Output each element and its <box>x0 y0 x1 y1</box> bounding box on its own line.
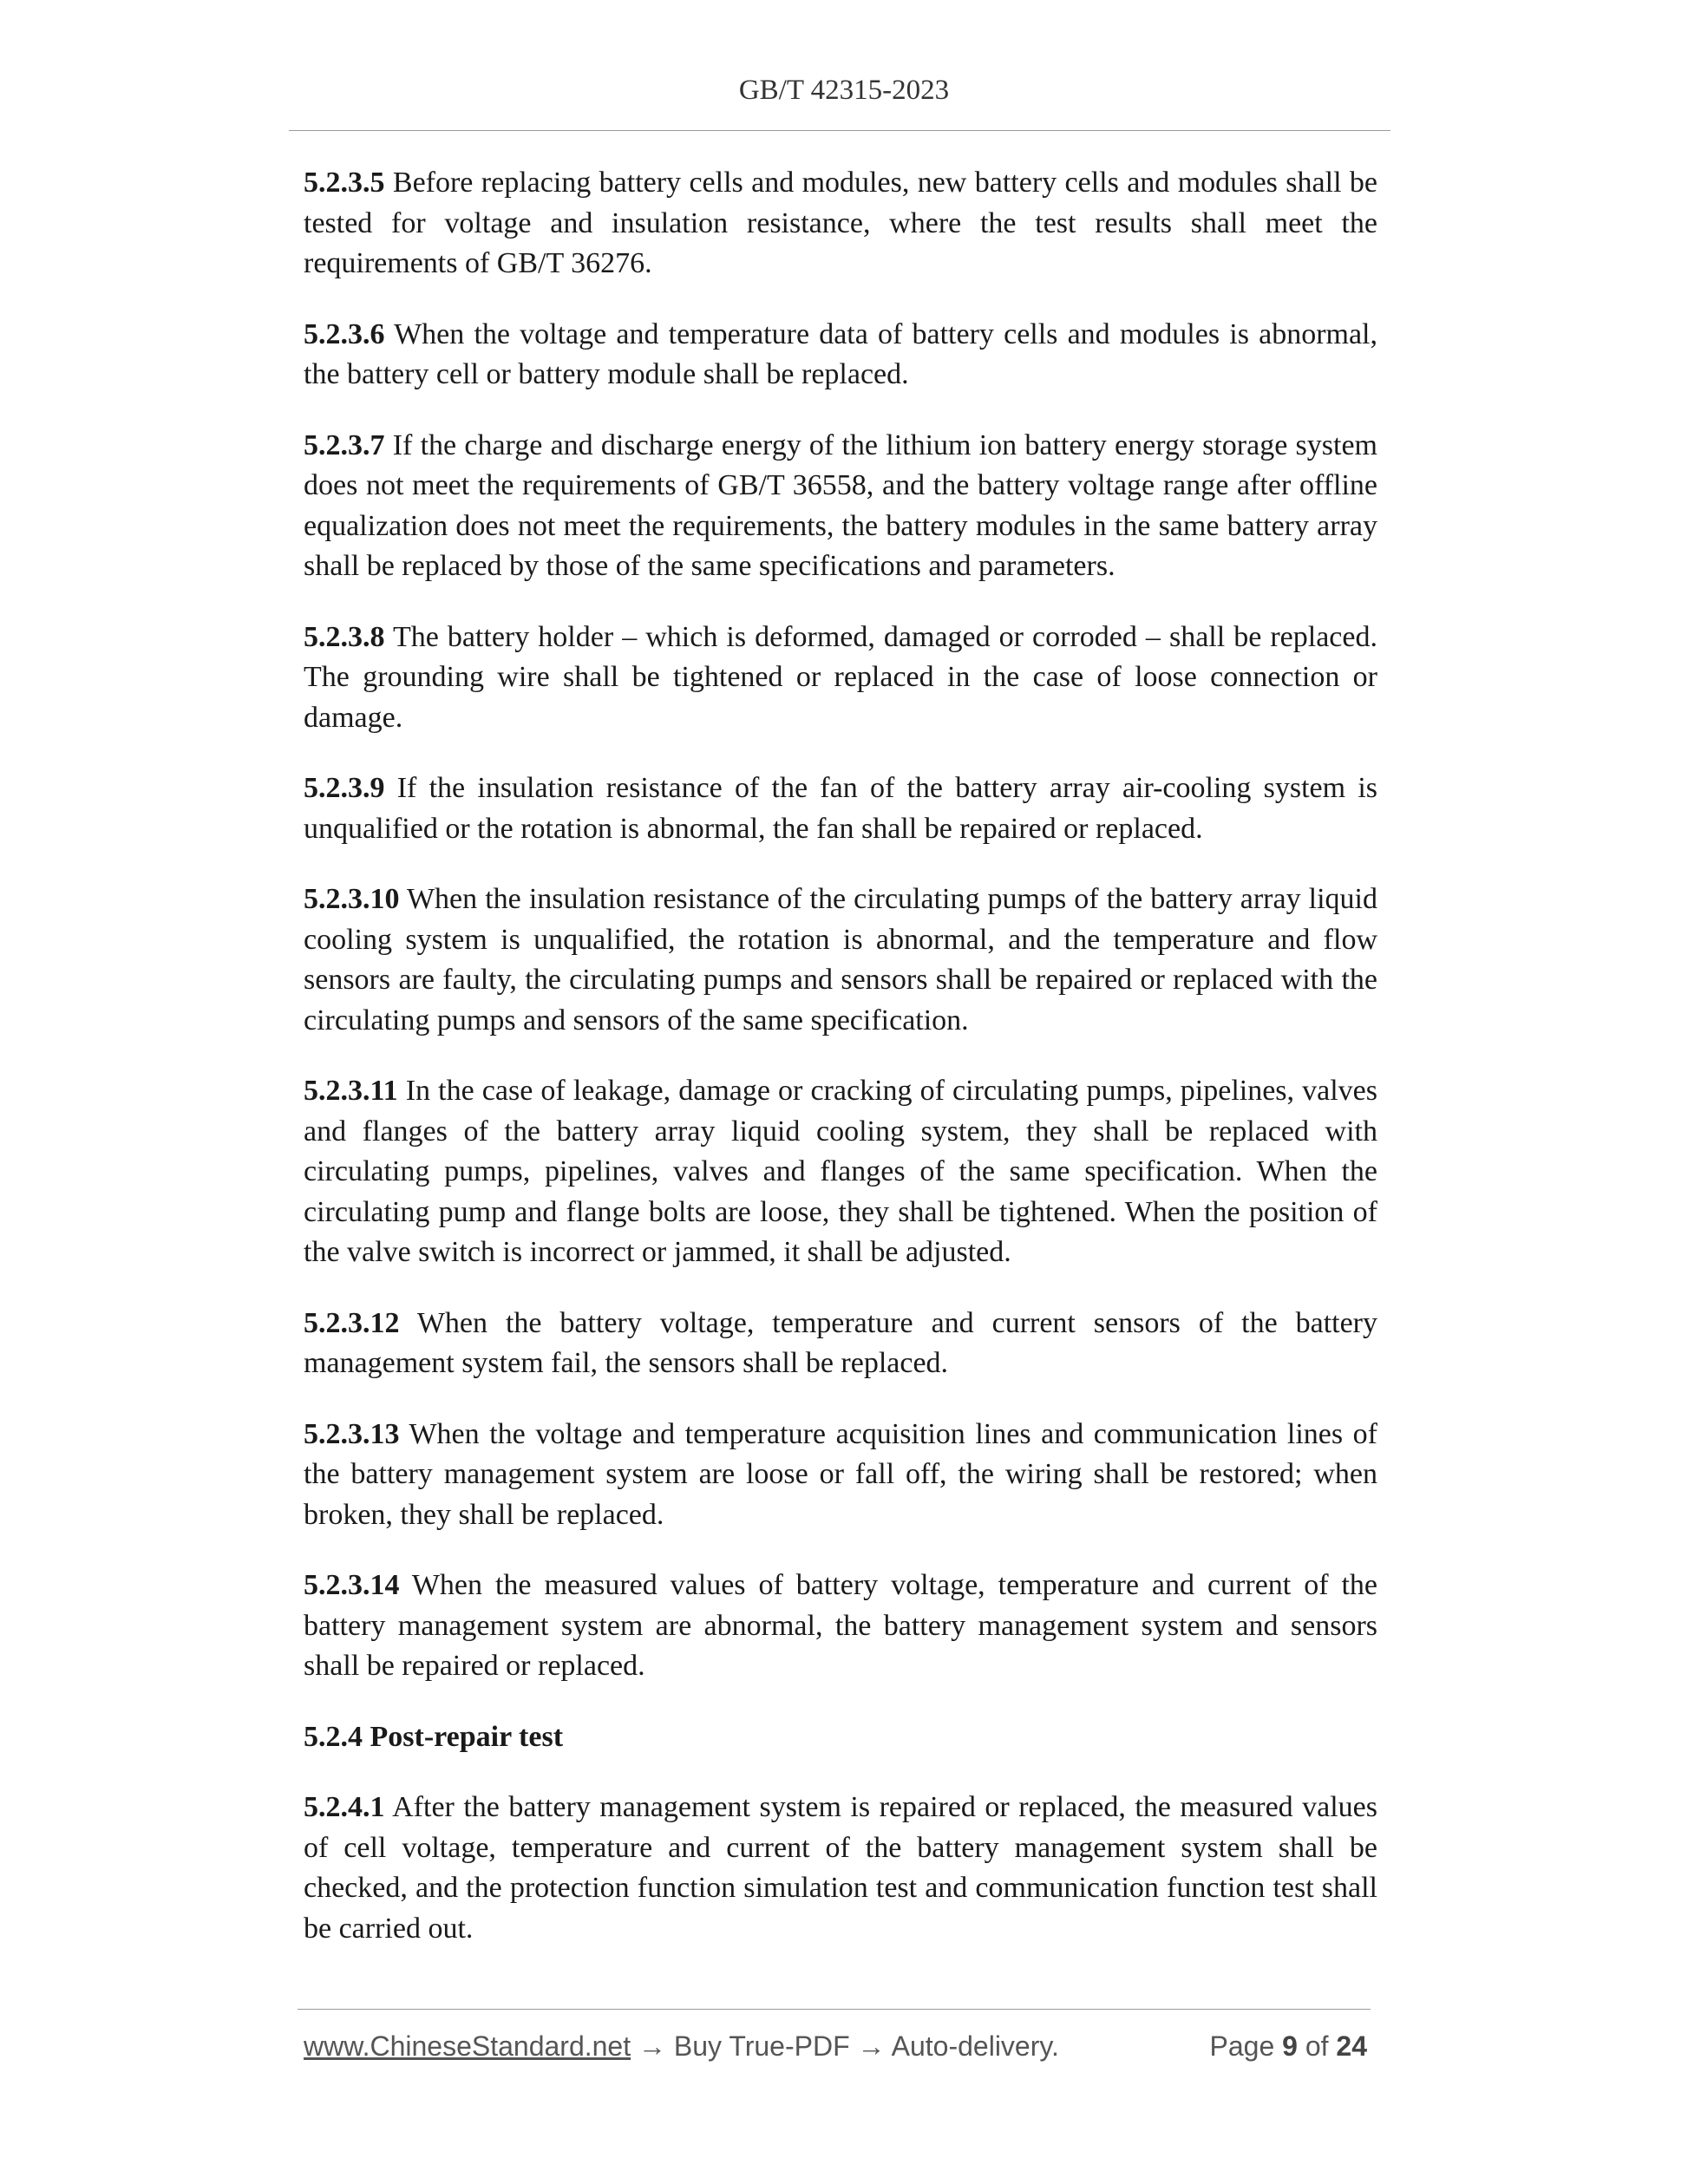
clause-number: 5.2.3.12 <box>304 1306 400 1339</box>
page-indicator <box>1210 2030 1367 2063</box>
clause-paragraph <box>304 426 1377 587</box>
footer-promo <box>304 2030 1059 2063</box>
clause-paragraph <box>304 1071 1377 1273</box>
clause-text: If the charge and discharge energy of the lithium ion battery energy storage system does not meet the requirements of GB/T 36558, and the battery voltage range after offline equalization does not meet the requirements, the battery modules in the same battery array shall be replaced by those of the same specifications and parameters. <box>304 428 1377 582</box>
clause-number: 5.2.3.7 <box>304 428 385 461</box>
clause-text: When the measured values of battery voltage, temperature and current of the battery management system are abnormal, the battery management system and sensors shall be repaired or replaced. <box>304 1569 1377 1682</box>
clause-text: The battery holder – which is deformed, damaged or corroded – shall be replaced. The grounding wire shall be tightened or replaced in the case of loose connection or damage. <box>304 620 1377 734</box>
clause-paragraph <box>304 1788 1377 1949</box>
clause-text: In the case of leakage, damage or cracking of circulating pumps, pipelines, valves and flanges of the battery array liquid cooling system, they shall be replaced with circulating pumps, pipelines, valves and flanges of the same specification. When the circulating pump and flange bolts are loose, they shall be tightened. When the position of the valve switch is incorrect or jammed, it shall be adjusted. <box>304 1075 1377 1268</box>
clause-text: If the insulation resistance of the fan of the battery array air-cooling system is unqualified or the rotation is abnormal, the fan shall be repaired or replaced. <box>304 772 1378 845</box>
website-link[interactable]: www.ChineseStandard.net <box>304 2030 631 2062</box>
clause-text: When the insulation resistance of the circulating pumps of the battery array liquid cooling system is unqualified, the rotation is abnormal, and the temperature and flow sensors are faulty, the circulating pumps and sensors shall be repaired or replaced with the circulating pumps and sensors of the same specification. <box>304 883 1377 1036</box>
footer-divider <box>298 2009 1371 2010</box>
clause-paragraph <box>304 768 1377 849</box>
clause-paragraph <box>304 618 1377 739</box>
clause-number: 5.2.3.8 <box>304 620 385 653</box>
clause-number: 5.2.3.10 <box>304 883 400 915</box>
clause-text: When the voltage and temperature data of battery cells and modules is abnormal, the battery cell or battery module shall be replaced. <box>304 317 1378 390</box>
clause-text: When the battery voltage, temperature and current sensors of the battery management system fail, the sensors shall be replaced. <box>304 1306 1377 1379</box>
clause-paragraph <box>304 1304 1377 1384</box>
clause-paragraph <box>304 163 1377 284</box>
document-id-header: GB/T 42315-2023 <box>738 75 950 106</box>
header-divider <box>289 130 1390 131</box>
page-footer <box>304 2030 1367 2063</box>
clause-number: 5.2.3.9 <box>304 772 385 804</box>
clause-number: 5.2.3.5 <box>304 167 385 199</box>
clause-paragraph <box>304 1566 1377 1687</box>
clause-number: 5.2.4.1 <box>304 1791 385 1823</box>
page-label: Page <box>1209 2030 1275 2062</box>
page-number: 9 <box>1282 2030 1298 2062</box>
of-label: of <box>1305 2030 1329 2062</box>
clause-paragraph <box>304 315 1377 396</box>
clause-number: 5.2.3.13 <box>304 1417 400 1450</box>
clause-number: 5.2.3.6 <box>304 317 385 350</box>
clause-number: 5.2.3.14 <box>304 1569 400 1601</box>
clause-number: 5.2.3.11 <box>304 1075 398 1107</box>
total-pages: 24 <box>1336 2030 1367 2062</box>
clause-text: After the battery management system is repaired or replaced, the measured values of cell voltage, temperature and current of the battery management system shall be checked, and the protection function simulation test and communication function test shall be carried out. <box>304 1791 1378 1945</box>
footer-promo-text: → Buy True-PDF → Auto-delivery. <box>638 2030 1059 2062</box>
clause-paragraph <box>304 1415 1377 1536</box>
clause-text: When the voltage and temperature acquisition lines and communication lines of the battery management system are loose or fall off, the wiring shall be restored; when broken, they shall be replaced. <box>304 1417 1377 1531</box>
clause-paragraph <box>304 879 1377 1041</box>
clause-text: Before replacing battery cells and modules, new battery cells and modules shall be tested for voltage and insulation resistance, where the test results shall meet the requirements of GB/T 36276. <box>304 167 1377 279</box>
section-heading: 5.2.4 Post-repair test <box>304 1720 564 1753</box>
document-body <box>304 163 1377 1979</box>
